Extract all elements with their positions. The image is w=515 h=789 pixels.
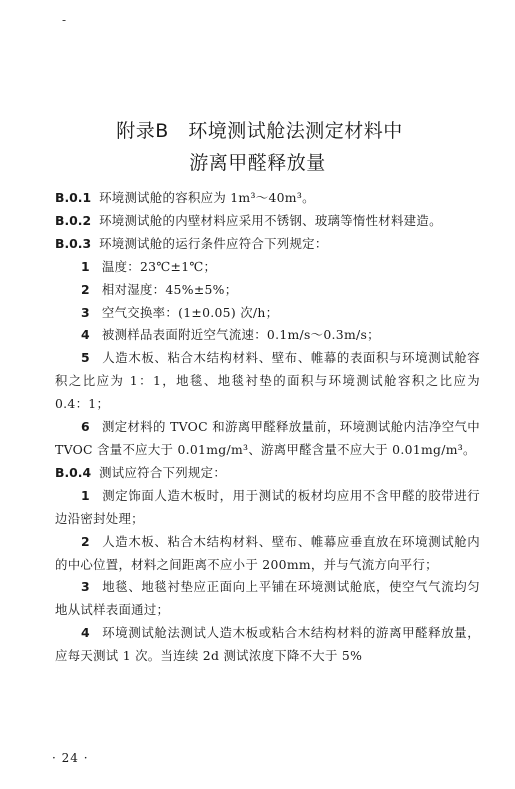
item-text: 人造木板、粘合木结构材料、壁布、帷幕应垂直放在环境测试舱内的中心位置，材料之间距离不应小于 200mm，并与气流方向平行； xyxy=(55,533,480,572)
section-b04 xyxy=(55,462,480,485)
section-text: 测试应符合下列规定： xyxy=(99,464,227,480)
item-text: 相对湿度：45%±5%； xyxy=(101,281,238,297)
section-label: B.0.1 xyxy=(55,190,92,205)
item-number: 2 xyxy=(81,281,90,297)
item-text: 被测样品表面附近空气流速：0.1m/s～0.3m/s； xyxy=(101,327,380,343)
item-number: 5 xyxy=(81,350,90,366)
list-item xyxy=(55,347,480,416)
section-label: B.0.4 xyxy=(55,464,92,480)
item-text: 测定材料的 TVOC 和游离甲醛释放量前，环境测试舱内洁净空气中 TVOC 含量不应大于 0.01mg/m³、游离甲醛含量不应大于 0.01mg/m³。 xyxy=(55,419,480,457)
section-label: B.0.2 xyxy=(55,212,92,228)
item-text: 环境测试舱法测试人造木板或粘合木结构材料的游离甲醛释放量，应每天测试 1 次。当连续 2d 测试浓度下降不大于 5% xyxy=(55,625,480,664)
item-text: 地毯、地毯衬垫应正面向上平铺在环境测试舱底，使空气气流均匀地从试样表面通过； xyxy=(55,579,480,618)
item-number: 4 xyxy=(81,625,90,641)
item-text: 温度：23℃±1℃； xyxy=(101,258,217,274)
section-b02 xyxy=(55,210,480,233)
section-text: 环境测试舱的运行条件应符合下列规定： xyxy=(99,235,328,251)
page-number: · 24 · xyxy=(52,751,89,765)
section-text: 环境测试舱的内壁材料应采用不锈钢、玻璃等惰性材料建造。 xyxy=(99,212,442,228)
item-number: 6 xyxy=(81,419,90,435)
item-number: 1 xyxy=(81,487,90,503)
item-number: 1 xyxy=(81,258,90,274)
corner-mark: - xyxy=(62,13,67,27)
title-line-2: 游离甲醛释放量 xyxy=(189,152,326,174)
list-item xyxy=(55,256,480,279)
list-item xyxy=(55,324,480,347)
section-label: B.0.3 xyxy=(55,235,92,251)
item-number: 3 xyxy=(81,579,90,595)
list-item xyxy=(55,622,480,668)
title-line-1: 附录B 环境测试舱法测定材料中 xyxy=(116,120,403,142)
list-item xyxy=(55,485,480,531)
appendix-title xyxy=(0,115,515,179)
section-text: 环境测试舱的容积应为 1m³～40m³。 xyxy=(99,190,315,205)
item-text: 空气交换率：(1±0.05) 次/h； xyxy=(101,304,279,320)
item-number: 3 xyxy=(81,304,90,320)
list-item xyxy=(55,531,480,577)
list-item xyxy=(55,576,480,622)
section-b01 xyxy=(55,187,480,210)
list-item xyxy=(55,416,480,462)
item-text: 人造木板、粘合木结构材料、壁布、帷幕的表面积与环境测试舱容积之比应为 1：1，地毯、地毯衬垫的面积与环境测试舱容积之比应为 0.4：1； xyxy=(55,350,480,412)
list-item xyxy=(55,279,480,302)
item-text: 测定饰面人造木板时，用于测试的板材均应用不含甲醛的胶带进行边沿密封处理； xyxy=(55,487,480,526)
item-number: 4 xyxy=(81,327,90,343)
document-body xyxy=(55,187,480,668)
section-b03 xyxy=(55,233,480,256)
item-number: 2 xyxy=(81,533,90,549)
list-item xyxy=(55,302,480,325)
